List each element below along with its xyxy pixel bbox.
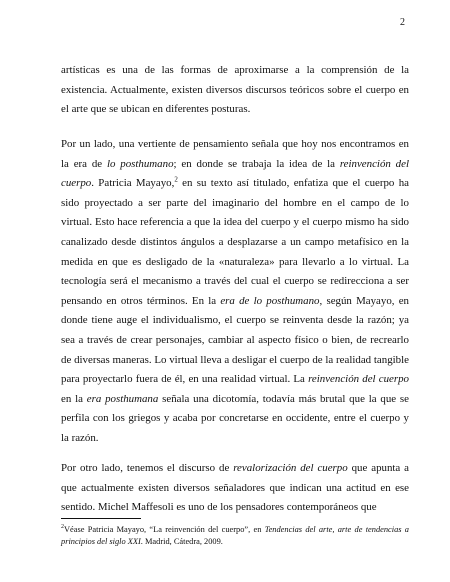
footnote-marker: 2 bbox=[61, 524, 64, 531]
italic-term: era de lo posthumano bbox=[220, 294, 320, 307]
italic-term: reinvención del cuerpo bbox=[308, 373, 409, 386]
paragraph-text: en la bbox=[61, 392, 87, 405]
footnote-text: . Madrid, Cátedra, 2009. bbox=[140, 536, 223, 546]
paragraph-posthuman bbox=[61, 135, 409, 449]
paragraph-revalorization bbox=[61, 459, 409, 518]
paragraph-text: , según Mayayo, en donde tiene auge el individualismo, el cuerpo se reinventa desde la razón; ya sea a través de crear personajes, cambiar al aspecto físico o bien, de recrearlo de diversas maneras. Lo virtual lleva a desligar el cuerpo de la realidad tangible para proyectarlo fuera de él, en una realidad virtual. La bbox=[61, 294, 409, 386]
paragraph-text: ; en donde se trabaja la idea de la bbox=[173, 157, 340, 170]
footnote bbox=[61, 524, 409, 547]
page-number: 2 bbox=[400, 17, 405, 28]
paragraph-text: . Patricia Mayayo, bbox=[91, 177, 175, 190]
footnote-reference[interactable]: 2 bbox=[174, 175, 178, 184]
footnote-divider bbox=[61, 518, 141, 519]
paragraph-text: artísticas es una de las formas de aproximarse a la comprensión de la existencia. Actualmente, existen diversos discursos teóricos sobre el cuerpo en el arte que se ubican en diferentes posturas. bbox=[61, 64, 409, 116]
italic-term: revalorización del cuerpo bbox=[233, 462, 348, 474]
italic-term: era posthumana bbox=[86, 392, 159, 405]
italic-term: reinvención del cuerpo bbox=[61, 157, 409, 190]
paragraph-text: Por un lado, una vertiente de pensamiento señala que hoy nos encontramos en la era de bbox=[61, 138, 409, 170]
footnote-title: Tendencias del arte, arte de tendencias a principios del siglo XXI bbox=[61, 525, 409, 546]
italic-term: lo posthumano bbox=[106, 157, 174, 170]
footnote-text: Véase Patricia Mayayo, “La reinvención del cuerpo”, en bbox=[64, 525, 265, 534]
paragraph-text: en su texto así titulado, enfatiza que el cuerpo ha sido proyectado a ser parte del imaginario del hombre en el campo de lo virtual. Esto hace referencia a que la idea del cuerpo y el cuerpo mismo ha sido canalizado desde distintos ángulos a desplazarse a un campo metafísico en la medida en que es desligado de la «naturaleza» para llevarlo a lo virtual. La tecnología será el mecanismo a través del cual el cuerpo se redirecciona a ser pensando en otros términos. En la bbox=[61, 177, 409, 307]
paragraph-continuation bbox=[61, 61, 409, 120]
paragraph-text: que apunta a que actualmente existen diversos señaladores que indican una actitud en ese sentido. Michel Maffesoli es uno de los pensadores contemporáneos que bbox=[61, 462, 410, 514]
paragraph-text: Por otro lado, tenemos el discurso de bbox=[61, 462, 234, 474]
paragraph-text: señala una dicotomía, todavía más brutal que la que se perfila con los griegos y acaba por concretarse en occidente, entre el cuerpo y la razón. bbox=[61, 392, 409, 444]
